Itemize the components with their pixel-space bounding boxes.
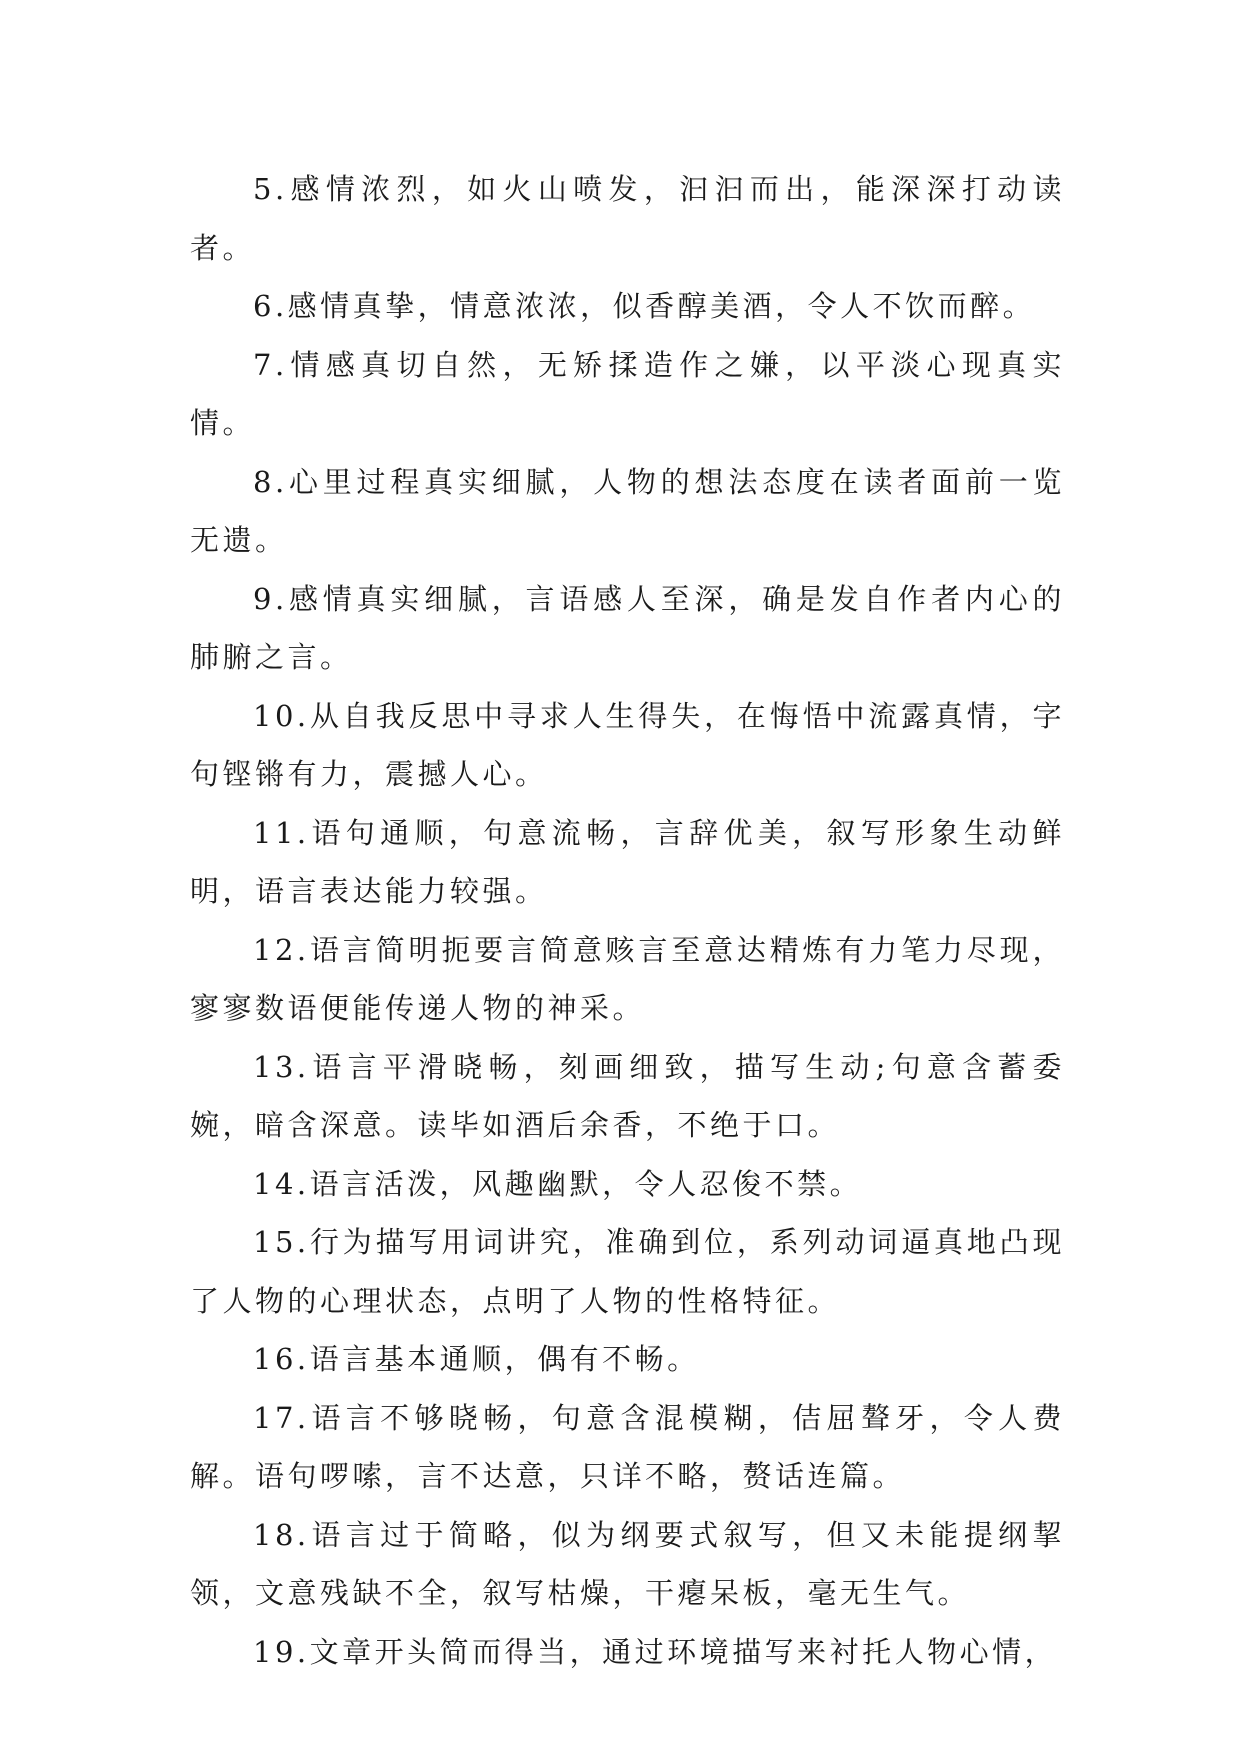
document-body xyxy=(190,160,1065,1681)
comment-paragraph-16: 16.语言基本通顺，偶有不畅。 xyxy=(253,1342,700,1376)
comment-paragraph-13: 13.语言平滑晓畅，刻画细致，描写生动;句意含蓄委婉，暗含深意。读毕如酒后余香，不绝于口。 xyxy=(190,1049,1065,1142)
comment-paragraph-10: 10.从自我反思中寻求人生得失，在悔悟中流露真情，字句铿锵有力，震撼人心。 xyxy=(190,698,1065,791)
comment-paragraph-19: 19.文章开头简而得当，通过环境描写来衬托人物心情， xyxy=(253,1634,1058,1669)
comment-paragraph-8: 8.心里过程真实细腻，人物的想法态度在读者面前一览无遗。 xyxy=(190,464,1065,557)
comment-paragraph-6: 6.感情真挚，情意浓浓，似香醇美酒，令人不饮而醉。 xyxy=(253,289,1036,323)
comment-paragraph-12: 12.语言简明扼要言简意赅言至意达精炼有力笔力尽现，寥寥数语便能传递人物的神采。 xyxy=(190,932,1065,1025)
comment-paragraph-17: 17.语言不够晓畅，句意含混模糊，佶屈聱牙，令人费解。语句啰嗦，言不达意，只详不略，赘话连篇。 xyxy=(190,1400,1065,1493)
comment-paragraph-5: 5.感情浓烈，如火山喷发，汩汩而出，能深深打动读者。 xyxy=(190,172,1065,265)
comment-paragraph-14: 14.语言活泼，风趣幽默，令人忍俊不禁。 xyxy=(253,1166,863,1201)
comment-paragraph-15: 15.行为描写用词讲究，准确到位，系列动词逼真地凸现了人物的心理状态，点明了人物的性格特征。 xyxy=(190,1225,1065,1318)
comment-paragraph-9: 9.感情真实细腻，言语感人至深，确是发自作者内心的肺腑之言。 xyxy=(190,581,1065,674)
comment-paragraph-11: 11.语句通顺，句意流畅，言辞优美，叙写形象生动鲜明，语言表达能力较强。 xyxy=(190,815,1065,908)
comment-paragraph-18: 18.语言过于简略，似为纲要式叙写，但又未能提纲挈领，文意残缺不全，叙写枯燥，干瘪呆板，毫无生气。 xyxy=(190,1517,1065,1610)
comment-paragraph-7: 7.情感真切自然，无矫揉造作之嫌，以平淡心现真实情。 xyxy=(190,347,1065,440)
